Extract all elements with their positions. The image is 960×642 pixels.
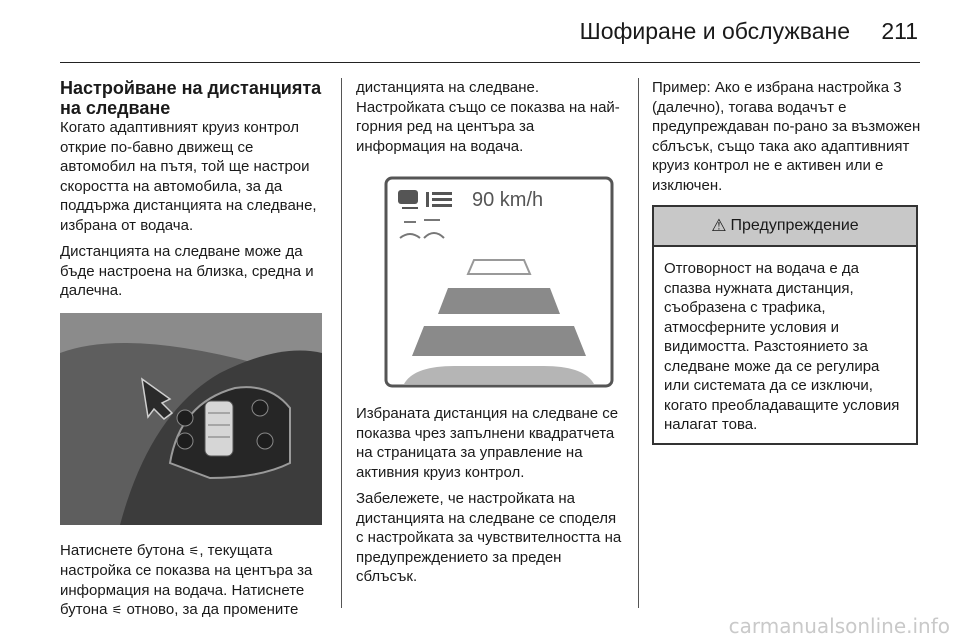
section-heading: Настройване на дистанцията на следване bbox=[60, 78, 322, 118]
page-number: 211 bbox=[881, 18, 918, 44]
page-header bbox=[60, 0, 920, 63]
watermark: carmanualsonline.info bbox=[728, 614, 950, 638]
warning-text: Отговорност на водача е да спазва нужната дистанция, съобразена с трафика, атмосферните условия и видимостта. Разстоянието за следване може да се регулира или системата да се изключи, когато преобладаващите условия налагат това. bbox=[664, 260, 900, 433]
column-left bbox=[60, 78, 328, 628]
warning-box bbox=[652, 205, 918, 445]
follow-distance-button-icon: ⚟ bbox=[111, 603, 123, 617]
column-right bbox=[652, 78, 922, 445]
paragraph: Избраната дистанция на следване се показва чрез запълнени квадратчета на страницата за управление на активния круиз контрол. bbox=[356, 405, 619, 481]
steering-wheel-photo bbox=[60, 313, 322, 525]
driver-info-display-illustration bbox=[384, 176, 614, 388]
column-divider bbox=[638, 78, 639, 608]
paragraph: Когато адаптивният круиз контрол открие по-бавно движещ се автомобил на пътя, той ще настрои скоростта на автомобила, за да поддържа дистанцията на следване, избрана от водача. bbox=[60, 119, 317, 234]
set-speed-readout: 90 km/h bbox=[472, 189, 544, 211]
warning-triangle-icon: ⚠ bbox=[711, 216, 727, 236]
paragraph: Пример: Ако е избрана настройка 3 (далечно), тогава водачът е предупреждаван по-рано за възможен сблъсък, също така ако адаптивният круиз контрол не е активен или е изключен. bbox=[652, 79, 921, 194]
warning-header bbox=[654, 207, 916, 247]
paragraph: дистанцията на следване. Настройката също се показва на най-горния ред на центъра за информация на водача. bbox=[356, 79, 620, 155]
warning-title: Предупреждение bbox=[730, 217, 859, 235]
paragraph: Натиснете бутона ⚟, текущата настройка се показва на центъра за информация на водача. Натиснете бутона ⚟ отново, за да промените bbox=[60, 541, 313, 618]
header-title: Шофиране и обслужване bbox=[579, 18, 850, 44]
follow-distance-button-icon: ⚟ bbox=[188, 543, 200, 558]
paragraph: Забележете, че настройката на дистанцията на следване се споделя с настройката за чувствителността на предупреждението за преден сблъсък. bbox=[356, 490, 622, 585]
column-middle bbox=[356, 78, 626, 594]
column-divider bbox=[341, 78, 342, 608]
paragraph: Дистанцията на следване може да бъде настроена на близка, средна и далечна. bbox=[60, 243, 314, 299]
